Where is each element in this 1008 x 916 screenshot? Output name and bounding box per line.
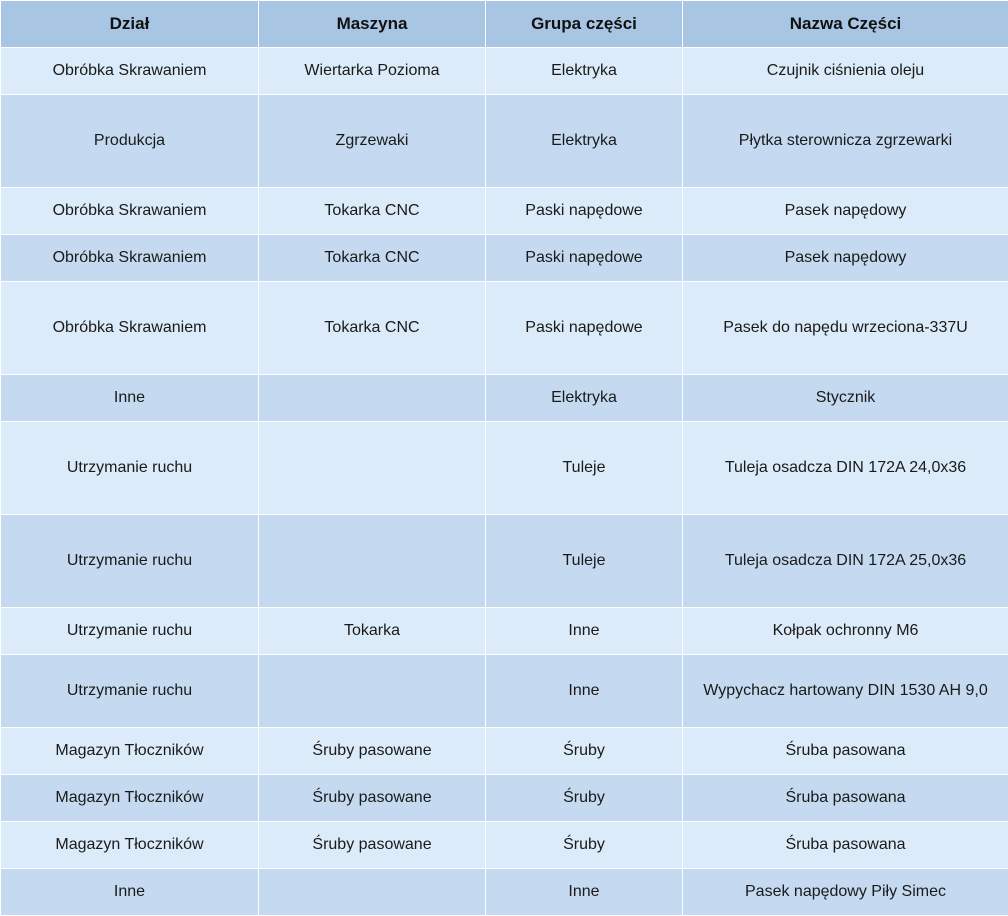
cell-grupa: Paski napędowe [486, 282, 683, 375]
cell-maszyna [259, 375, 486, 422]
cell-nazwa: Płytka sterownicza zgrzewarki [683, 95, 1008, 188]
cell-grupa: Paski napędowe [486, 235, 683, 282]
cell-dzial: Inne [1, 375, 259, 422]
cell-maszyna: Zgrzewaki [259, 95, 486, 188]
cell-nazwa: Śruba pasowana [683, 822, 1008, 869]
table-body [1, 48, 1008, 916]
cell-maszyna [259, 515, 486, 608]
table-row[interactable] [1, 728, 1008, 775]
table-row[interactable] [1, 608, 1008, 655]
cell-nazwa: Pasek do napędu wrzeciona-337U [683, 282, 1008, 375]
cell-maszyna [259, 869, 486, 916]
cell-maszyna: Tokarka [259, 608, 486, 655]
cell-dzial: Utrzymanie ruchu [1, 608, 259, 655]
table-row[interactable] [1, 515, 1008, 608]
column-header-dzial[interactable]: Dział [1, 1, 259, 48]
table-row[interactable] [1, 375, 1008, 422]
cell-maszyna: Tokarka CNC [259, 282, 486, 375]
table-row[interactable] [1, 775, 1008, 822]
cell-grupa: Śruby [486, 822, 683, 869]
cell-dzial: Obróbka Skrawaniem [1, 282, 259, 375]
table-header-row [1, 1, 1008, 48]
table-row[interactable] [1, 95, 1008, 188]
cell-nazwa: Stycznik [683, 375, 1008, 422]
table-row[interactable] [1, 188, 1008, 235]
cell-dzial: Inne [1, 869, 259, 916]
cell-maszyna: Wiertarka Pozioma [259, 48, 486, 95]
cell-grupa: Tuleje [486, 515, 683, 608]
cell-grupa: Inne [486, 869, 683, 916]
cell-grupa: Tuleje [486, 422, 683, 515]
column-header-maszyna[interactable]: Maszyna [259, 1, 486, 48]
table-row[interactable] [1, 822, 1008, 869]
cell-nazwa: Czujnik ciśnienia oleju [683, 48, 1008, 95]
cell-dzial: Magazyn Tłoczników [1, 822, 259, 869]
cell-maszyna: Śruby pasowane [259, 775, 486, 822]
cell-maszyna: Tokarka CNC [259, 188, 486, 235]
cell-grupa: Inne [486, 655, 683, 728]
cell-dzial: Produkcja [1, 95, 259, 188]
cell-grupa: Paski napędowe [486, 188, 683, 235]
cell-nazwa: Tuleja osadcza DIN 172A 25,0x36 [683, 515, 1008, 608]
cell-dzial: Utrzymanie ruchu [1, 422, 259, 515]
cell-grupa: Elektryka [486, 95, 683, 188]
cell-grupa: Elektryka [486, 375, 683, 422]
cell-maszyna: Tokarka CNC [259, 235, 486, 282]
cell-nazwa: Pasek napędowy Piły Simec [683, 869, 1008, 916]
table-row[interactable] [1, 235, 1008, 282]
cell-dzial: Utrzymanie ruchu [1, 515, 259, 608]
cell-nazwa: Śruba pasowana [683, 775, 1008, 822]
cell-nazwa: Pasek napędowy [683, 235, 1008, 282]
cell-nazwa: Pasek napędowy [683, 188, 1008, 235]
cell-dzial: Obróbka Skrawaniem [1, 48, 259, 95]
cell-grupa: Elektryka [486, 48, 683, 95]
cell-nazwa: Tuleja osadcza DIN 172A 24,0x36 [683, 422, 1008, 515]
column-header-grupa-czesci[interactable]: Grupa części [486, 1, 683, 48]
cell-grupa: Śruby [486, 775, 683, 822]
column-header-nazwa-czesci[interactable]: Nazwa Części [683, 1, 1008, 48]
cell-maszyna [259, 655, 486, 728]
cell-dzial: Magazyn Tłoczników [1, 728, 259, 775]
cell-dzial: Obróbka Skrawaniem [1, 235, 259, 282]
cell-grupa: Śruby [486, 728, 683, 775]
table-row[interactable] [1, 655, 1008, 728]
table-row[interactable] [1, 422, 1008, 515]
cell-dzial: Obróbka Skrawaniem [1, 188, 259, 235]
table-row[interactable] [1, 48, 1008, 95]
table-row[interactable] [1, 869, 1008, 916]
cell-dzial: Utrzymanie ruchu [1, 655, 259, 728]
table-row[interactable] [1, 282, 1008, 375]
cell-maszyna [259, 422, 486, 515]
cell-maszyna: Śruby pasowane [259, 822, 486, 869]
table-header [1, 1, 1008, 48]
cell-nazwa: Kołpak ochronny M6 [683, 608, 1008, 655]
cell-grupa: Inne [486, 608, 683, 655]
cell-nazwa: Śruba pasowana [683, 728, 1008, 775]
cell-dzial: Magazyn Tłoczników [1, 775, 259, 822]
cell-maszyna: Śruby pasowane [259, 728, 486, 775]
cell-nazwa: Wypychacz hartowany DIN 1530 AH 9,0 [683, 655, 1008, 728]
